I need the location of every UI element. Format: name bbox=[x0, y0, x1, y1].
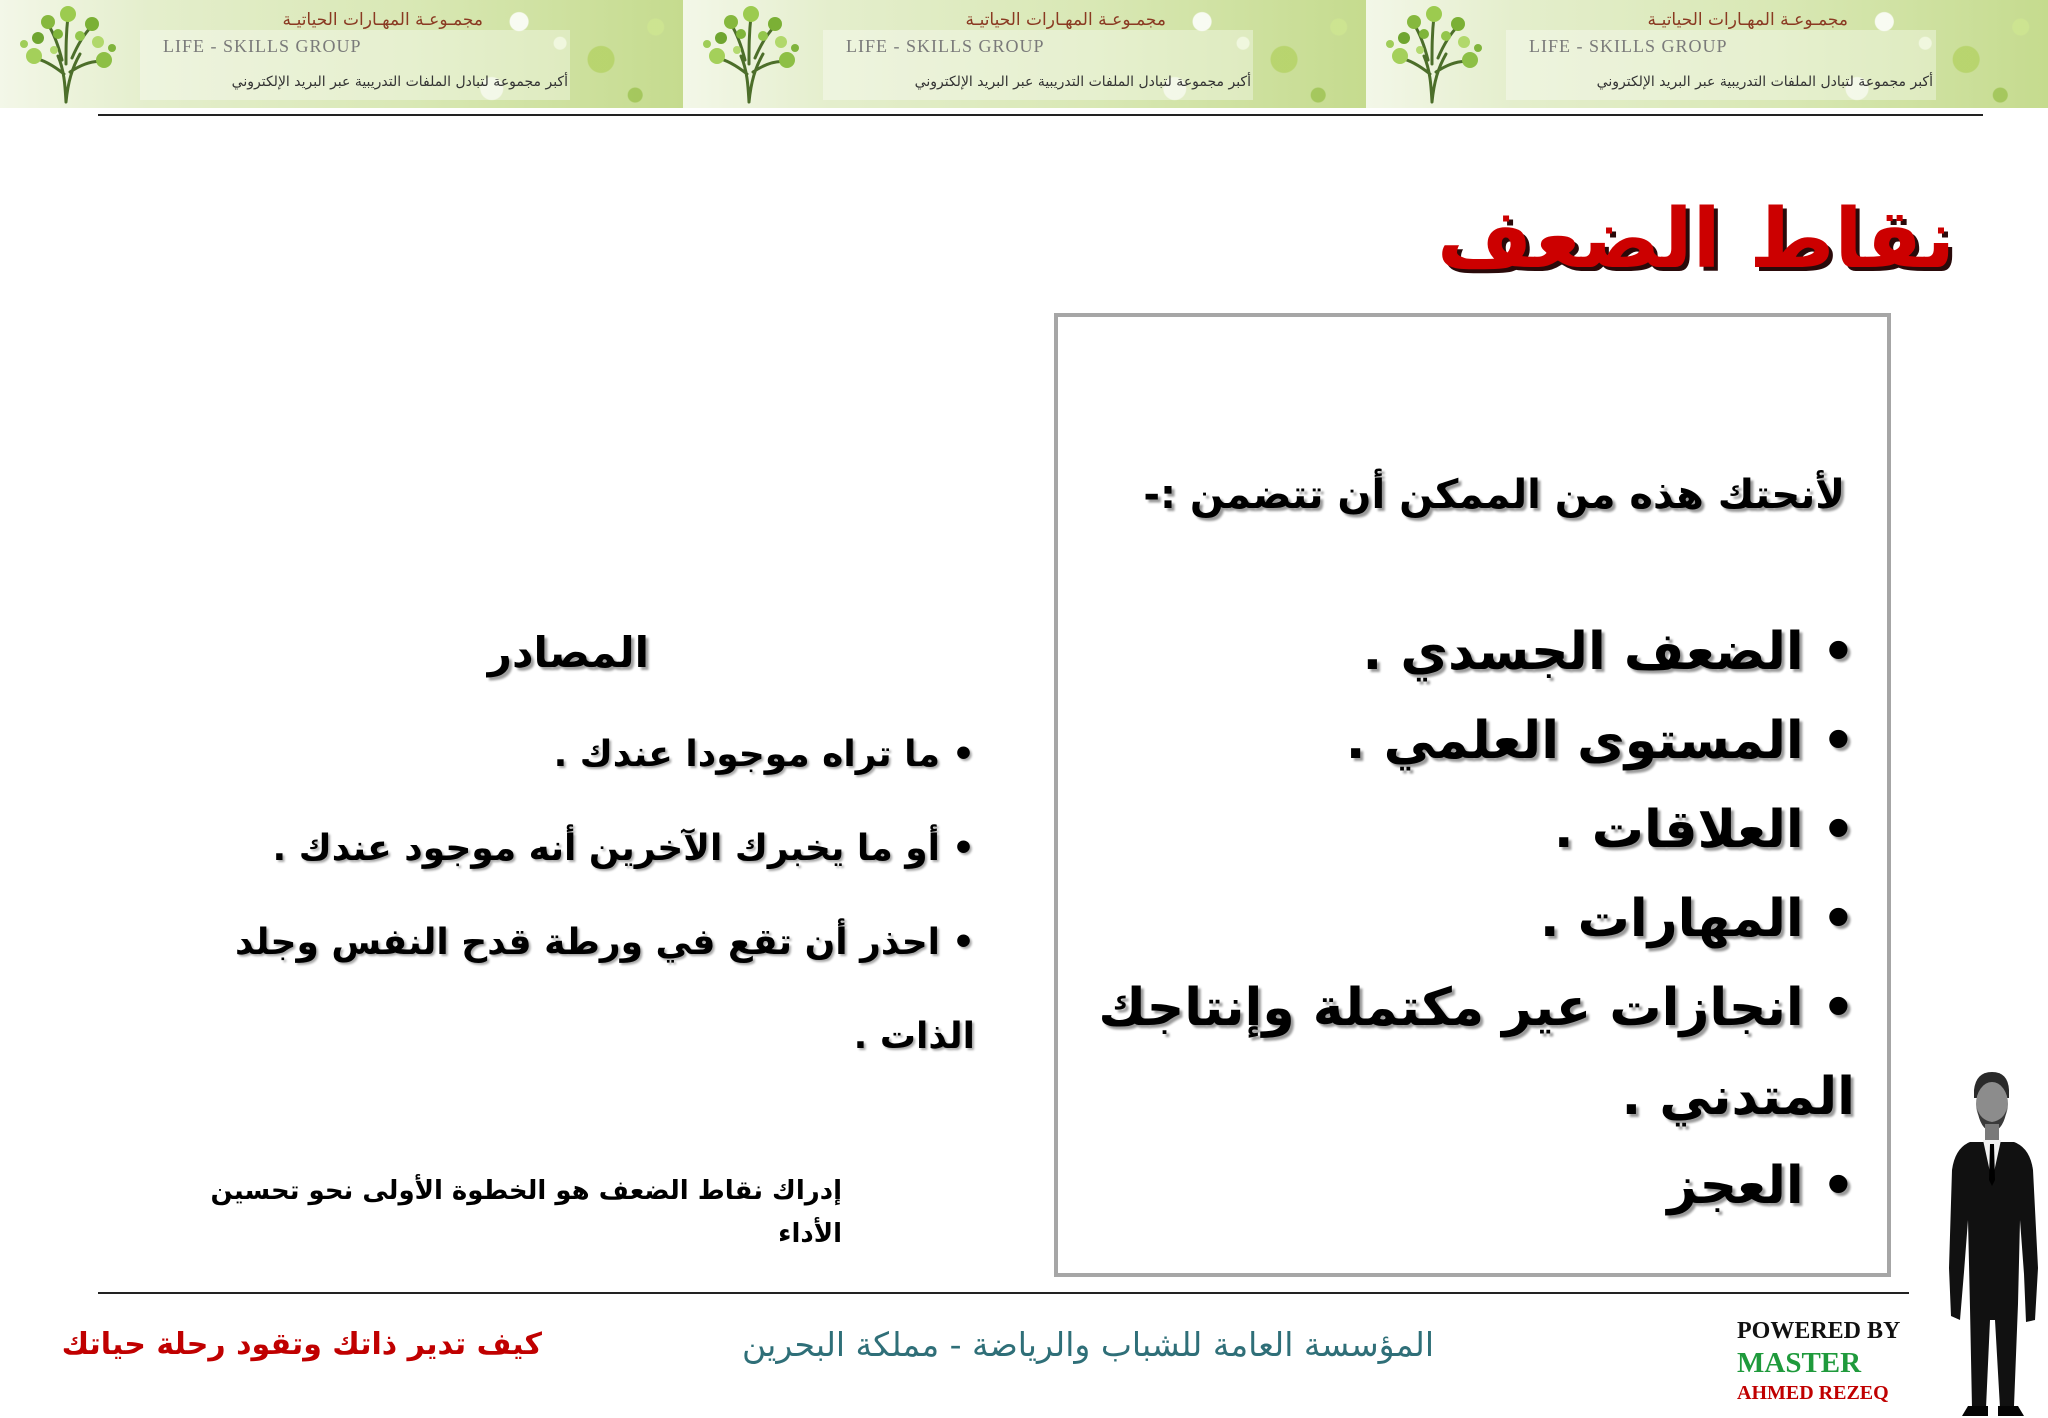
banner-title-ar: مجمـوعـة المهـارات الحياتيـة bbox=[1647, 10, 1848, 30]
footer-organization: المؤسسة العامة للشباب والرياضة - مملكة البحرين bbox=[742, 1325, 1434, 1364]
banner-tile bbox=[0, 0, 684, 108]
banner-title-ar: مجمـوعـة المهـارات الحياتيـة bbox=[965, 10, 1166, 30]
list-item: • احذر أن تقع في ورطة قدح النفس وجلد bbox=[235, 896, 975, 990]
sources-heading: المصادر bbox=[487, 628, 649, 677]
slide-title: نقاط الضعف bbox=[1437, 192, 1955, 287]
banner-title-en: LIFE - SKILLS GROUP bbox=[1529, 36, 1728, 56]
list-item: • العلاقات . bbox=[1098, 786, 1855, 875]
header-divider bbox=[98, 114, 1983, 116]
sources-list bbox=[235, 708, 975, 1084]
awareness-note bbox=[211, 1170, 843, 1256]
banner-tagline: أكبر مجموعة لتبادل الملفات التدريبية عبر البريد الإلكتروني bbox=[231, 74, 568, 90]
box-intro: لأنحتك هذه من الممكن أن تتضمن :- bbox=[1143, 472, 1845, 518]
man-silhouette-icon bbox=[1938, 1068, 2046, 1418]
author-first: MASTER bbox=[1737, 1347, 1862, 1379]
list-item: • ما تراه موجودا عندك . bbox=[235, 708, 975, 802]
footer-divider bbox=[98, 1292, 1909, 1294]
list-item: • الضعف الجسدي . bbox=[1098, 608, 1855, 697]
list-item: • أو ما يخبرك الآخرين أنه موجود عندك . bbox=[235, 802, 975, 896]
list-item: • المهارات . bbox=[1098, 875, 1855, 964]
note-line: الأداء bbox=[778, 1219, 842, 1249]
tree-logo-icon bbox=[8, 4, 126, 104]
list-item-continuation: المتدني . bbox=[1621, 1067, 1855, 1127]
list-item-continuation: الذات . bbox=[853, 1016, 975, 1057]
footer-tagline: كيف تدير ذاتك وتقود رحلة حياتك bbox=[61, 1327, 542, 1362]
list-item: • المستوى العلمي . bbox=[1098, 697, 1855, 786]
tree-logo-icon bbox=[691, 4, 809, 104]
list-item: • العجز bbox=[1098, 1142, 1855, 1231]
note-line: إدراك نقاط الضعف هو الخطوة الأولى نحو تحسين bbox=[210, 1176, 842, 1206]
banner-title-en: LIFE - SKILLS GROUP bbox=[163, 36, 362, 56]
author-name: AHMED REZEQ bbox=[1737, 1382, 1889, 1404]
banner-tagline: أكبر مجموعة لتبادل الملفات التدريبية عبر البريد الإلكتروني bbox=[1596, 74, 1933, 90]
banner-title-en: LIFE - SKILLS GROUP bbox=[846, 36, 1045, 56]
banner-tile bbox=[1366, 0, 2048, 108]
weakness-box bbox=[1054, 313, 1891, 1277]
list-item: • انجازات عير مكتملة وإنتاجك bbox=[1098, 964, 1855, 1053]
banner-title-ar: مجمـوعـة المهـارات الحياتيـة bbox=[282, 10, 483, 30]
banner-tagline: أكبر مجموعة لتبادل الملفات التدريبية عبر البريد الإلكتروني bbox=[914, 74, 1251, 90]
header-banner bbox=[0, 0, 2048, 108]
weakness-list bbox=[1098, 608, 1855, 1231]
tree-logo-icon bbox=[1374, 4, 1492, 104]
banner-tile bbox=[683, 0, 1367, 108]
powered-by-label: POWERED BY bbox=[1737, 1318, 1901, 1344]
powered-by-block bbox=[1737, 1316, 1900, 1406]
